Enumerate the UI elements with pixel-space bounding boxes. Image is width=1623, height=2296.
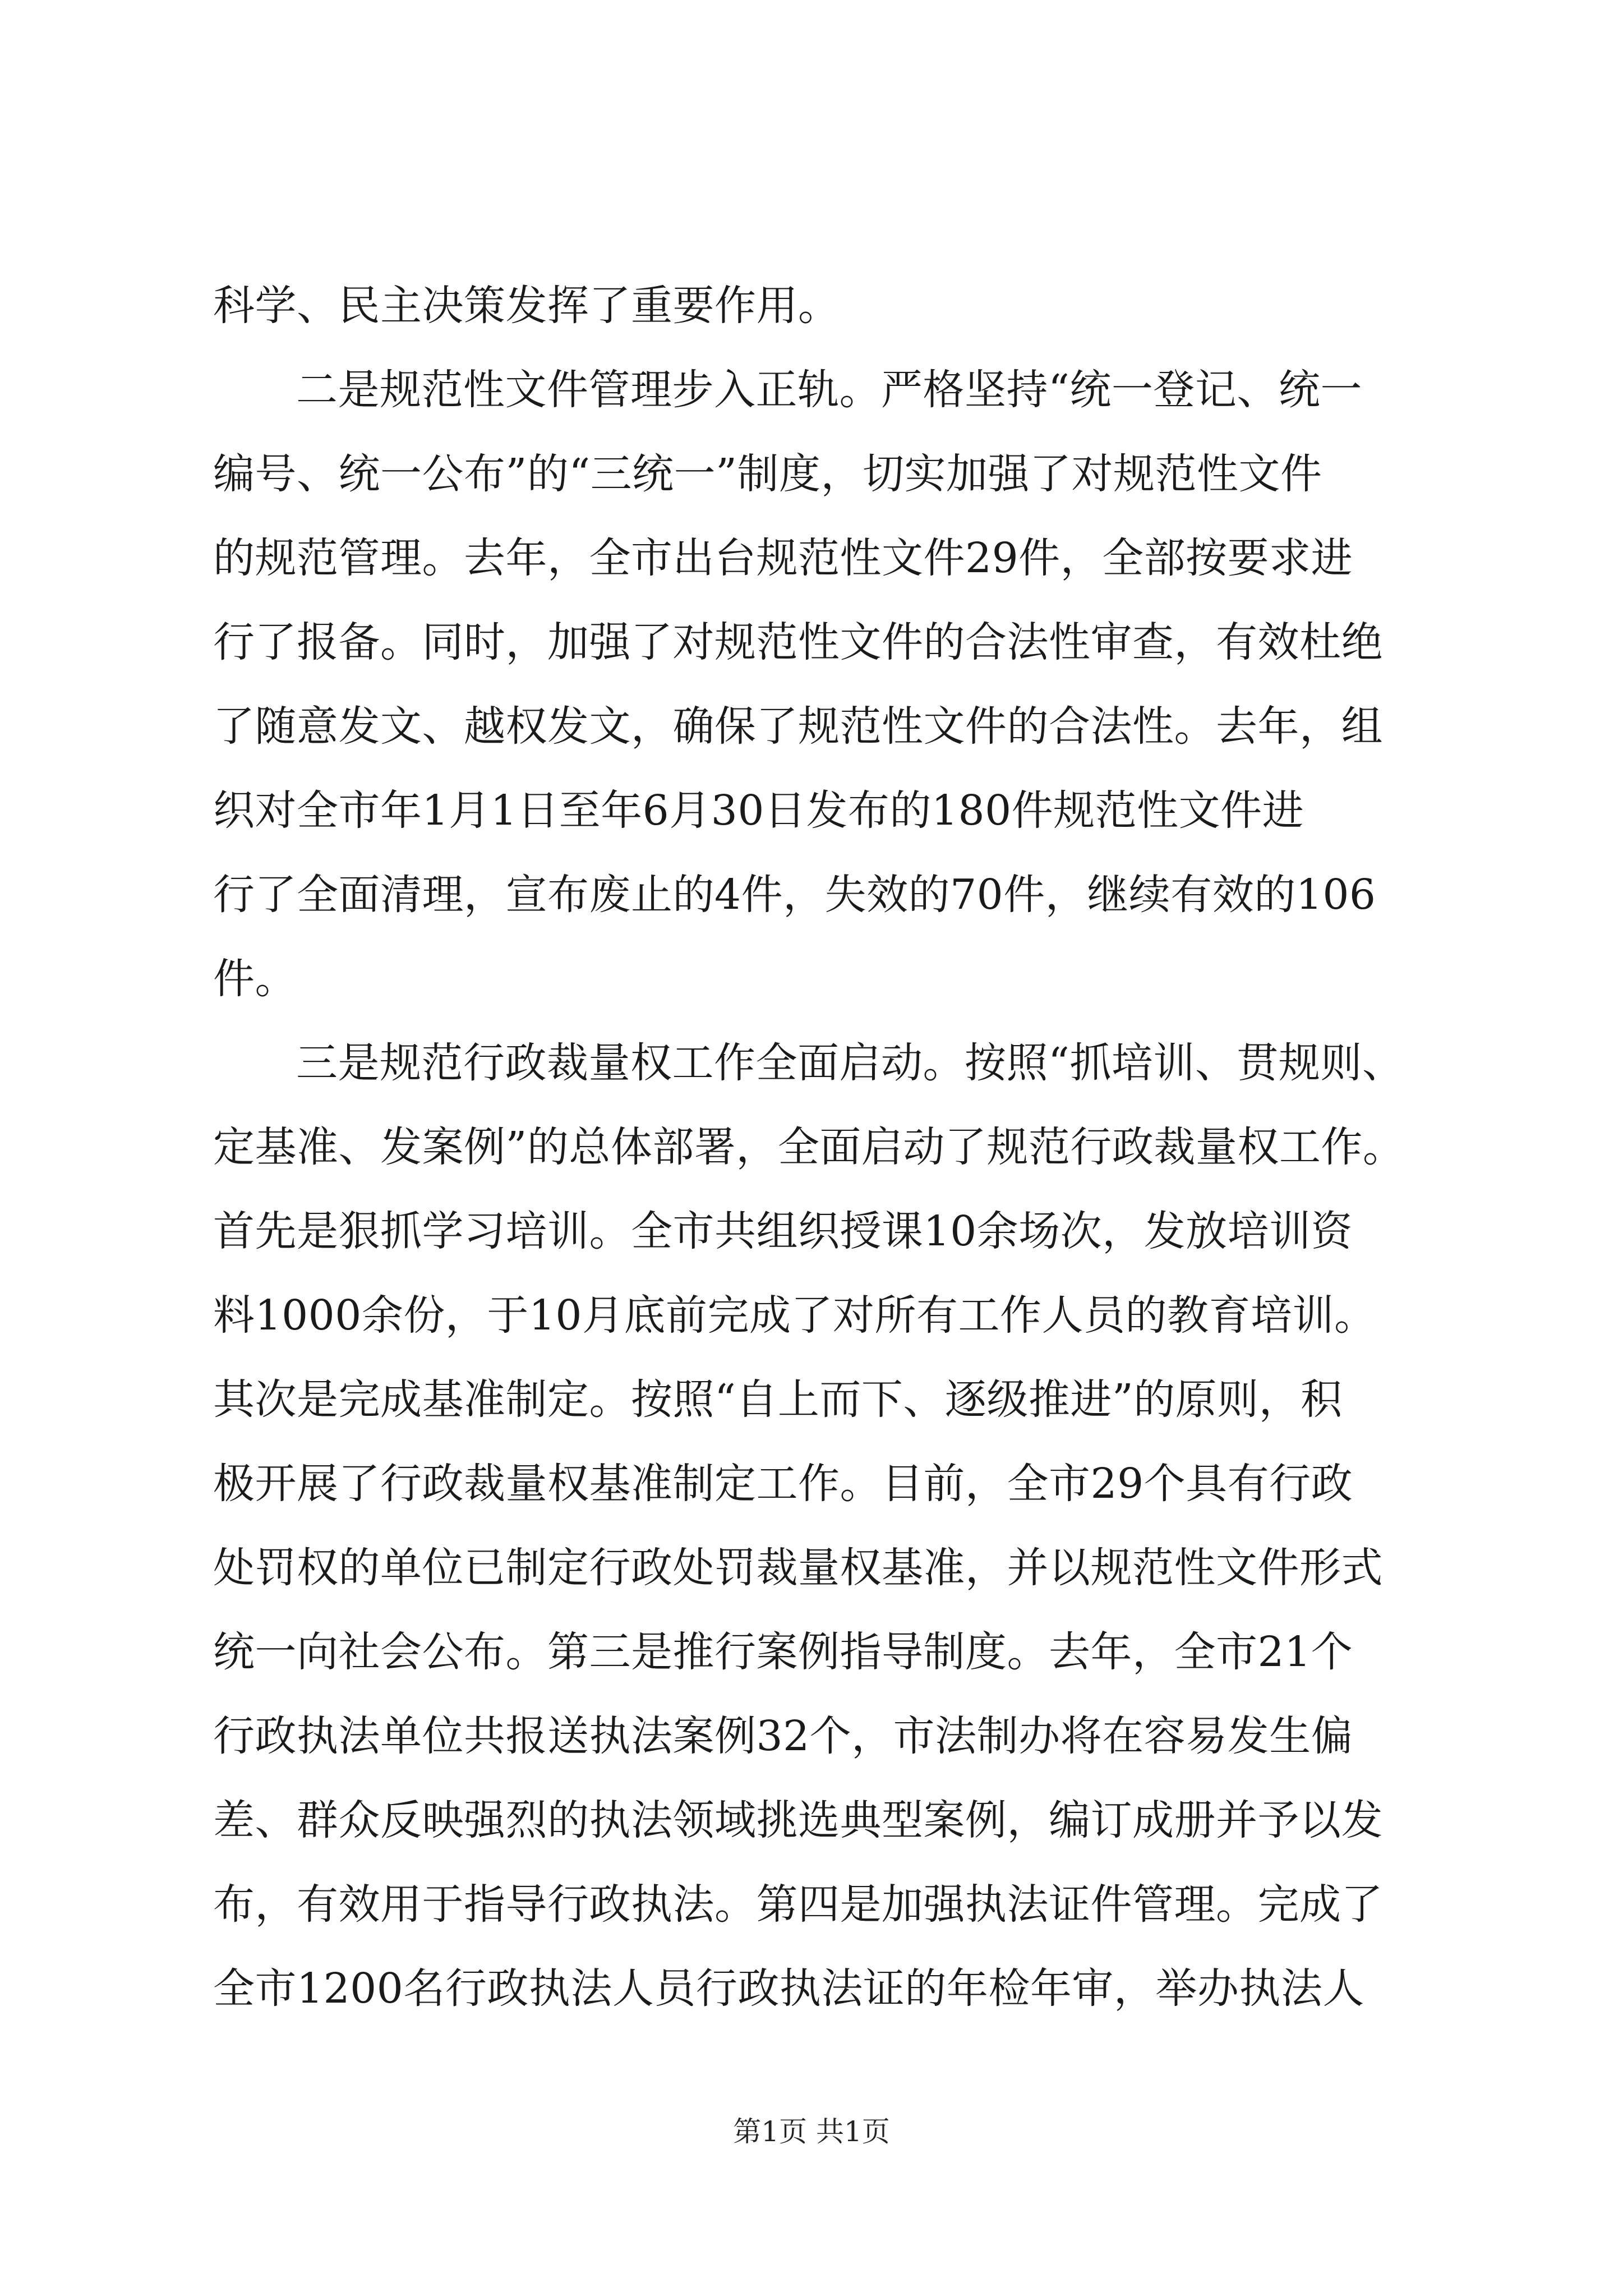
text-line-4: 的规范管理。去年，全市出台规范性文件29件，全部按要求进 (213, 534, 1353, 582)
text-line-9: 件。 (213, 955, 297, 1003)
text-line-12: 首先是狠抓学习培训。全市共组织授课10余场次，发放培训资 (213, 1207, 1353, 1255)
text-line-8: 行了全面清理，宣布废止的4件，失效的70件，继续有效的106 (213, 871, 1376, 919)
text-line-6: 了随意发文、越权发文，确保了规范性文件的合法性。去年，组 (213, 702, 1383, 751)
text-line-11: 定基准、发案例”的总体部署，全面启动了规范行政裁量权工作。 (213, 1123, 1405, 1171)
text-line-7: 织对全市年1月1日至年6月30日发布的180件规范性文件进 (213, 786, 1304, 835)
text-line-1: 科学、民主决策发挥了重要作用。 (213, 282, 840, 330)
text-line-20: 布，有效用于指导行政执法。第四是加强执法证件管理。完成了 (213, 1880, 1383, 1929)
text-line-16: 处罚权的单位已制定行政处罚裁量权基准，并以规范性文件形式 (213, 1544, 1383, 1592)
page-footer: 第1页 共1页 (733, 2115, 890, 2148)
document-body (213, 264, 1419, 2031)
text-line-5: 行了报备。同时，加强了对规范性文件的合法性审查，有效杜绝 (213, 618, 1383, 666)
text-line-3: 编号、统一公布”的“三统一”制度，切实加强了对规范性文件 (213, 450, 1322, 498)
text-line-18: 行政执法单位共报送执法案例32个，市法制办将在容易发生偏 (213, 1712, 1353, 1760)
text-line-15: 极开展了行政裁量权基准制定工作。目前，全市29个具有行政 (213, 1460, 1353, 1508)
text-line-13: 料1000余份，于10月底前完成了对所有工作人员的教育培训。 (213, 1291, 1376, 1340)
text-line-10: 三是规范行政裁量权工作全面启动。按照“抓培训、贯规则、 (296, 1039, 1404, 1087)
text-line-2: 二是规范性文件管理步入正轨。严格坚持“统一登记、统一 (296, 366, 1362, 414)
text-line-17: 统一向社会公布。第三是推行案例指导制度。去年，全市21个 (213, 1628, 1353, 1676)
text-line-19: 差、群众反映强烈的执法领域挑选典型案例，编订成册并予以发 (213, 1796, 1383, 1844)
text-line-14: 其次是完成基准制定。按照“自上而下、逐级推进”的原则，积 (213, 1375, 1343, 1424)
text-line-21: 全市1200名行政执法人员行政执法证的年检年审，举办执法人 (213, 1964, 1364, 2013)
